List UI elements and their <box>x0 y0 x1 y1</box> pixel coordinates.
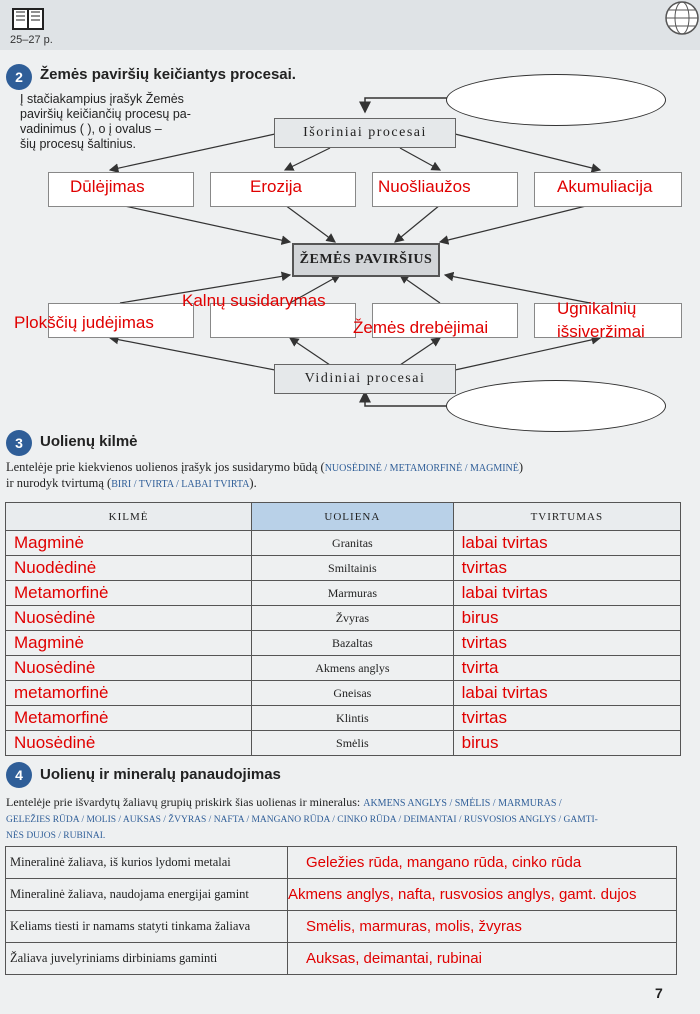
origin-cell[interactable]: Nuosėdinė <box>6 731 252 756</box>
strength-cell[interactable]: birus <box>453 731 680 756</box>
rock-cell: Granitas <box>252 531 454 556</box>
raw-materials-table <box>5 846 677 975</box>
section-4-number: 4 <box>6 762 32 788</box>
origin-cell[interactable]: Magminė <box>6 531 252 556</box>
rock-cell: Bazaltas <box>252 631 454 656</box>
header-origin: KILMĖ <box>6 503 252 531</box>
strength-cell[interactable]: tvirtas <box>453 706 680 731</box>
header-strength: TVIRTUMAS <box>453 503 680 531</box>
table-row <box>6 581 681 606</box>
table-row <box>6 911 677 943</box>
origin-cell[interactable]: Metamorfinė <box>6 581 252 606</box>
rock-cell: Smėlis <box>252 731 454 756</box>
section-4-title: Uolienų ir mineralų panaudojimas <box>40 766 281 783</box>
book-icon <box>12 7 44 31</box>
rock-cell: Gneisas <box>252 681 454 706</box>
answer-mountain-building: Kalnų susidarymas <box>182 291 326 310</box>
header-rock: UOLIENA <box>252 503 454 531</box>
section-2-title: Žemės paviršių keičiantys procesai. <box>40 66 296 83</box>
material-answer-cell[interactable]: Smėlis, marmuras, molis, žvyras <box>288 911 677 943</box>
origin-cell[interactable]: Metamorfinė <box>6 706 252 731</box>
table-row <box>6 943 677 975</box>
section-3-title: Uolienų kilmė <box>40 433 138 450</box>
rock-cell: Akmens anglys <box>252 656 454 681</box>
origin-cell[interactable]: Nuosėdinė <box>6 656 252 681</box>
globe-icon <box>660 0 700 40</box>
answer-weathering: Dūlėjimas <box>70 177 145 196</box>
table-row <box>6 879 677 911</box>
rock-cell: Žvyras <box>252 606 454 631</box>
material-group-label: Mineralinė žaliava, naudojama energijai gamint <box>6 879 288 911</box>
table-row <box>6 656 681 681</box>
external-source-oval[interactable] <box>446 74 666 126</box>
strength-cell[interactable]: birus <box>453 606 680 631</box>
material-answer-cell[interactable]: Akmens anglys, nafta, rusvosios anglys, gamt. dujos <box>288 879 677 911</box>
section-4-instruction: Lentelėje prie išvardytų žaliavų grupių priskirk šias uolienas ir mineralus: AKMENS ANGLYS / SMĖLIS / MARMURAS / GELEŽIES RŪDA / MOLIS / AUKSAS / ŽVYRAS / NAFTA / MANGANO RŪDA / CINKO RŪDA / DEIMANTAI / RUSVOSIOS ANGLYS / GAMTI- NĖS DUJOS / RUBINAI. <box>6 795 598 841</box>
origin-cell[interactable]: metamorfinė <box>6 681 252 706</box>
section-2-number: 2 <box>6 64 32 90</box>
rock-cell: Klintis <box>252 706 454 731</box>
answer-volcanic-2: išsiveržimai <box>557 322 645 341</box>
strength-cell[interactable]: labai tvirtas <box>453 681 680 706</box>
answer-earthquakes: Žemės drebėjimai <box>353 318 489 337</box>
strength-cell[interactable]: labai tvirtas <box>453 531 680 556</box>
rock-cell: Marmuras <box>252 581 454 606</box>
material-answer-cell[interactable]: Geležies rūda, mangano rūda, cinko rūda <box>288 847 677 879</box>
strength-cell[interactable]: labai tvirtas <box>453 581 680 606</box>
origin-cell[interactable]: Nuodėdinė <box>6 556 252 581</box>
table-row <box>6 606 681 631</box>
page-number: 7 <box>655 985 663 1001</box>
material-group-label: Keliams tiesti ir namams statyti tinkama žaliava <box>6 911 288 943</box>
origin-cell[interactable]: Nuosėdinė <box>6 606 252 631</box>
pages-reference: 25–27 p. <box>10 34 53 46</box>
section-3-number: 3 <box>6 430 32 456</box>
answer-accumulation: Akumuliacija <box>557 177 653 196</box>
table-row <box>6 556 681 581</box>
table-row <box>6 531 681 556</box>
internal-source-oval[interactable] <box>446 380 666 432</box>
material-answer-cell[interactable]: Auksas, deimantai, rubinai <box>288 943 677 975</box>
answer-erosion: Erozija <box>250 177 302 196</box>
earth-surface-box: ŽEMĖS PAVIRŠIUS <box>292 243 440 277</box>
strength-cell[interactable]: tvirtas <box>453 631 680 656</box>
table-row <box>6 731 681 756</box>
answer-plate-movement: Plokščių judėjimas <box>14 313 154 332</box>
table-row <box>6 847 677 879</box>
table-row <box>6 681 681 706</box>
strength-cell[interactable]: tvirta <box>453 656 680 681</box>
internal-processes-box: Vidiniai procesai <box>274 364 456 394</box>
section-2-instruction: Į stačiakampius įrašyk Žemės paviršių keičiančių procesų pa- vadinimus ( ), o į ovalus – šių procesų šaltinius. <box>20 92 191 151</box>
rock-cell: Smiltainis <box>252 556 454 581</box>
answer-volcanic-1: Ugnikalnių <box>557 299 637 318</box>
strength-cell[interactable]: tvirtas <box>453 556 680 581</box>
table-header-row <box>6 503 681 531</box>
table-row <box>6 631 681 656</box>
table-row <box>6 706 681 731</box>
answer-landslides: Nuošliaužos <box>378 177 471 196</box>
section-3-instruction: Lentelėje prie kiekvienos uolienos įrašyk jos susidarymo būdą (NUOSĖDINĖ / METAMORFINĖ / MAGMINĖ) ir nurodyk tvirtumą (BIRI / TVIRTA / LABAI TVIRTA). <box>6 460 524 490</box>
rock-origin-table <box>5 502 681 756</box>
header-band <box>0 0 700 50</box>
external-processes-box: Išoriniai procesai <box>274 118 456 148</box>
material-group-label: Žaliava juvelyriniams dirbiniams gaminti <box>6 943 288 975</box>
origin-cell[interactable]: Magminė <box>6 631 252 656</box>
material-group-label: Mineralinė žaliava, iš kurios lydomi metalai <box>6 847 288 879</box>
